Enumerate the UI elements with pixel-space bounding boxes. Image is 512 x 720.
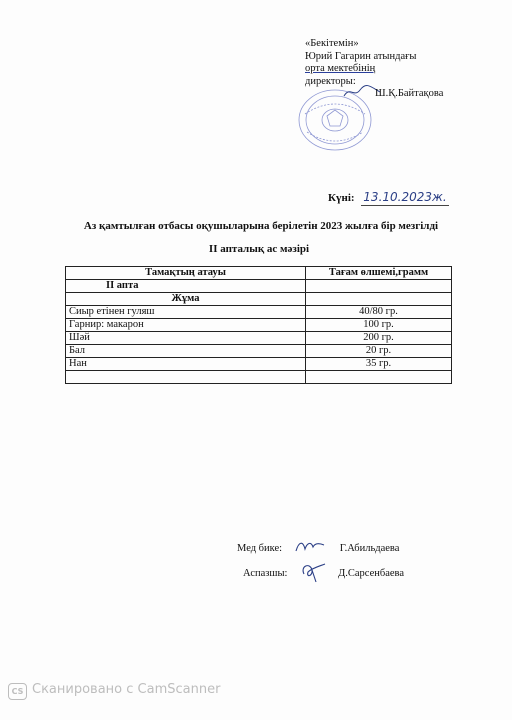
table-row	[66, 358, 452, 371]
approval-block	[305, 38, 443, 101]
dish-amount: 200 гр.	[306, 332, 452, 345]
nurse-name: Г.Абильдаева	[339, 543, 400, 554]
approval-position: директоры:	[305, 75, 356, 87]
dish-amount: 40/80 гр.	[306, 306, 452, 319]
document-title: Аз қамтылған отбасы оқушыларына берілетін 2023 жылға бір мезгілді	[83, 220, 439, 232]
table-cell	[306, 371, 452, 384]
camscanner-logo-icon: CS	[8, 683, 27, 700]
nurse-role-label: Мед бике:	[237, 543, 283, 554]
date-value: 13.10.2023ж.	[363, 190, 447, 204]
week-label: II апта	[66, 280, 306, 293]
dish-amount: 35 гр.	[306, 358, 452, 371]
cook-signature	[298, 560, 328, 584]
table-row	[66, 306, 452, 319]
nurse-signature	[293, 537, 327, 557]
day-row	[66, 293, 452, 306]
dish-name: Гарнир: макарон	[66, 319, 306, 332]
table-row-empty	[66, 371, 452, 384]
day-label: Жұма	[66, 293, 306, 306]
scanner-watermark-text: Сканировано с CamScanner	[32, 682, 221, 697]
document-subtitle: II апталық ас мәзірі	[208, 243, 310, 255]
table-cell	[306, 293, 452, 306]
table-row	[66, 332, 452, 345]
table-row	[66, 319, 452, 332]
table-header-row	[66, 267, 452, 280]
menu-table	[65, 266, 452, 384]
table-cell	[66, 371, 306, 384]
date-row	[328, 190, 447, 204]
dish-name: Нан	[66, 358, 306, 371]
dish-name: Шәй	[66, 332, 306, 345]
table-cell	[306, 280, 452, 293]
dish-amount: 100 гр.	[306, 319, 452, 332]
director-name: Ш.Қ.Байтақова	[375, 88, 444, 99]
column-header-dish: Тамақтың атауы	[66, 267, 306, 280]
nurse-signature-row	[237, 543, 399, 554]
cook-role-label: Аспазшы:	[243, 568, 288, 579]
scanner-footer	[0, 680, 512, 702]
approval-school-line-2: орта мектебінің	[305, 63, 376, 74]
date-label: Күні:	[328, 192, 355, 204]
approval-heading: «Бекітемін»	[305, 38, 359, 49]
cook-name: Д.Сарсенбаева	[338, 568, 405, 579]
week-row	[66, 280, 452, 293]
dish-amount: 20 гр.	[306, 345, 452, 358]
table-row	[66, 345, 452, 358]
dish-name: Бал	[66, 345, 306, 358]
dish-name: Сиыр етінен гуляш	[66, 306, 306, 319]
cook-signature-row	[243, 568, 404, 579]
column-header-amount: Тағам өлшемі,грамм	[306, 267, 452, 280]
approval-school-line: Юрий Гагарин атындағы	[305, 50, 417, 62]
